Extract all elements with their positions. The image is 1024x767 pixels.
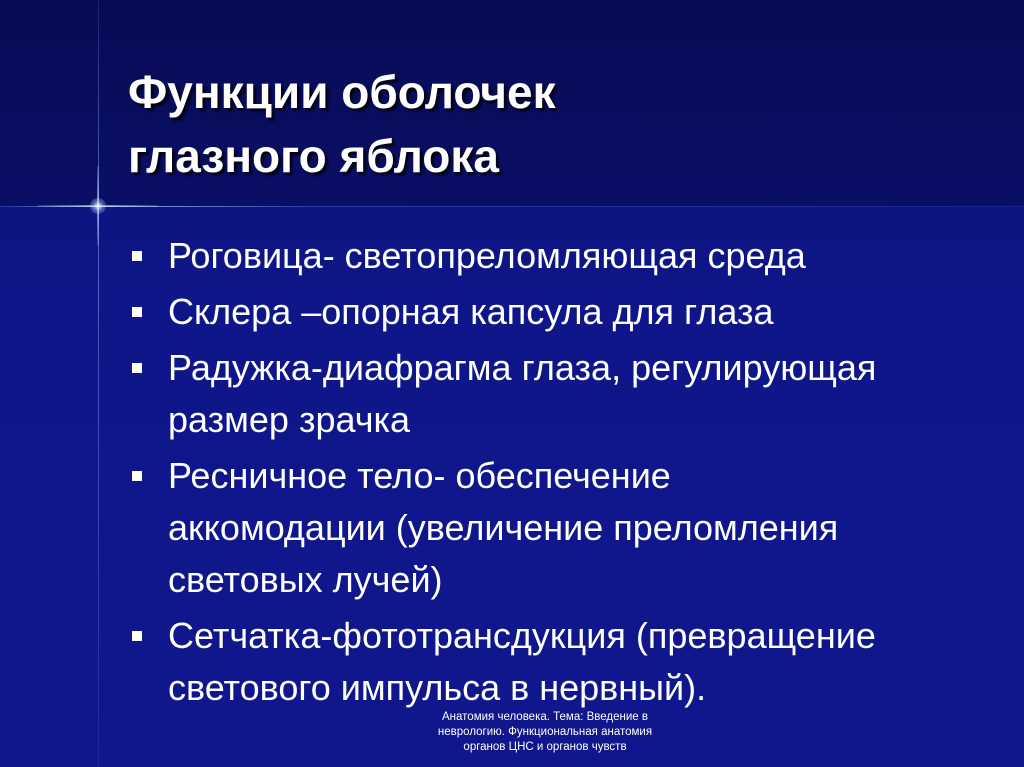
square-bullet-icon: [132, 631, 142, 641]
bullet-text-line: Радужка-диафрагма глаза, регулирующая: [168, 347, 877, 388]
bullet-text-line: светового импульса в нервный).: [168, 667, 707, 708]
slide-title-line: глазного яблока: [128, 130, 499, 182]
square-bullet-icon: [132, 251, 142, 261]
bullet-item: [130, 230, 990, 282]
bullet-item: [130, 450, 990, 606]
bullet-text-line: Сетчатка-фототрансдукция (превращение: [168, 615, 876, 656]
square-bullet-icon: [132, 471, 142, 481]
bullet-text-line: аккомодации (увеличение преломления: [168, 507, 839, 548]
bullet-item: [130, 342, 990, 446]
bullet-text-line: световых лучей): [168, 559, 443, 600]
square-bullet-icon: [132, 307, 142, 317]
bullet-list: [130, 230, 990, 718]
bullet-text-line: Роговица- светопреломляющая среда: [168, 235, 806, 276]
square-bullet-icon: [132, 363, 142, 373]
footer-line: органов ЦНС и органов чувств: [463, 741, 627, 753]
footer-line: неврологию. Функциональная анатомия: [437, 726, 653, 738]
vertical-accent-line: [98, 0, 99, 767]
slide-footer: [380, 710, 710, 755]
bullet-item: [130, 610, 990, 714]
slide-title: [128, 60, 988, 188]
bullet-item: [130, 286, 990, 338]
bullet-text-line: Склера –опорная капсула для глаза: [168, 291, 774, 332]
bullet-text-line: Ресничное тело- обеспечение: [168, 455, 671, 496]
slide-title-line: Функции оболочек: [128, 66, 556, 118]
footer-line: Анатомия человека. Тема: Введение в: [442, 711, 648, 723]
bullet-text-line: размер зрачка: [168, 399, 411, 440]
